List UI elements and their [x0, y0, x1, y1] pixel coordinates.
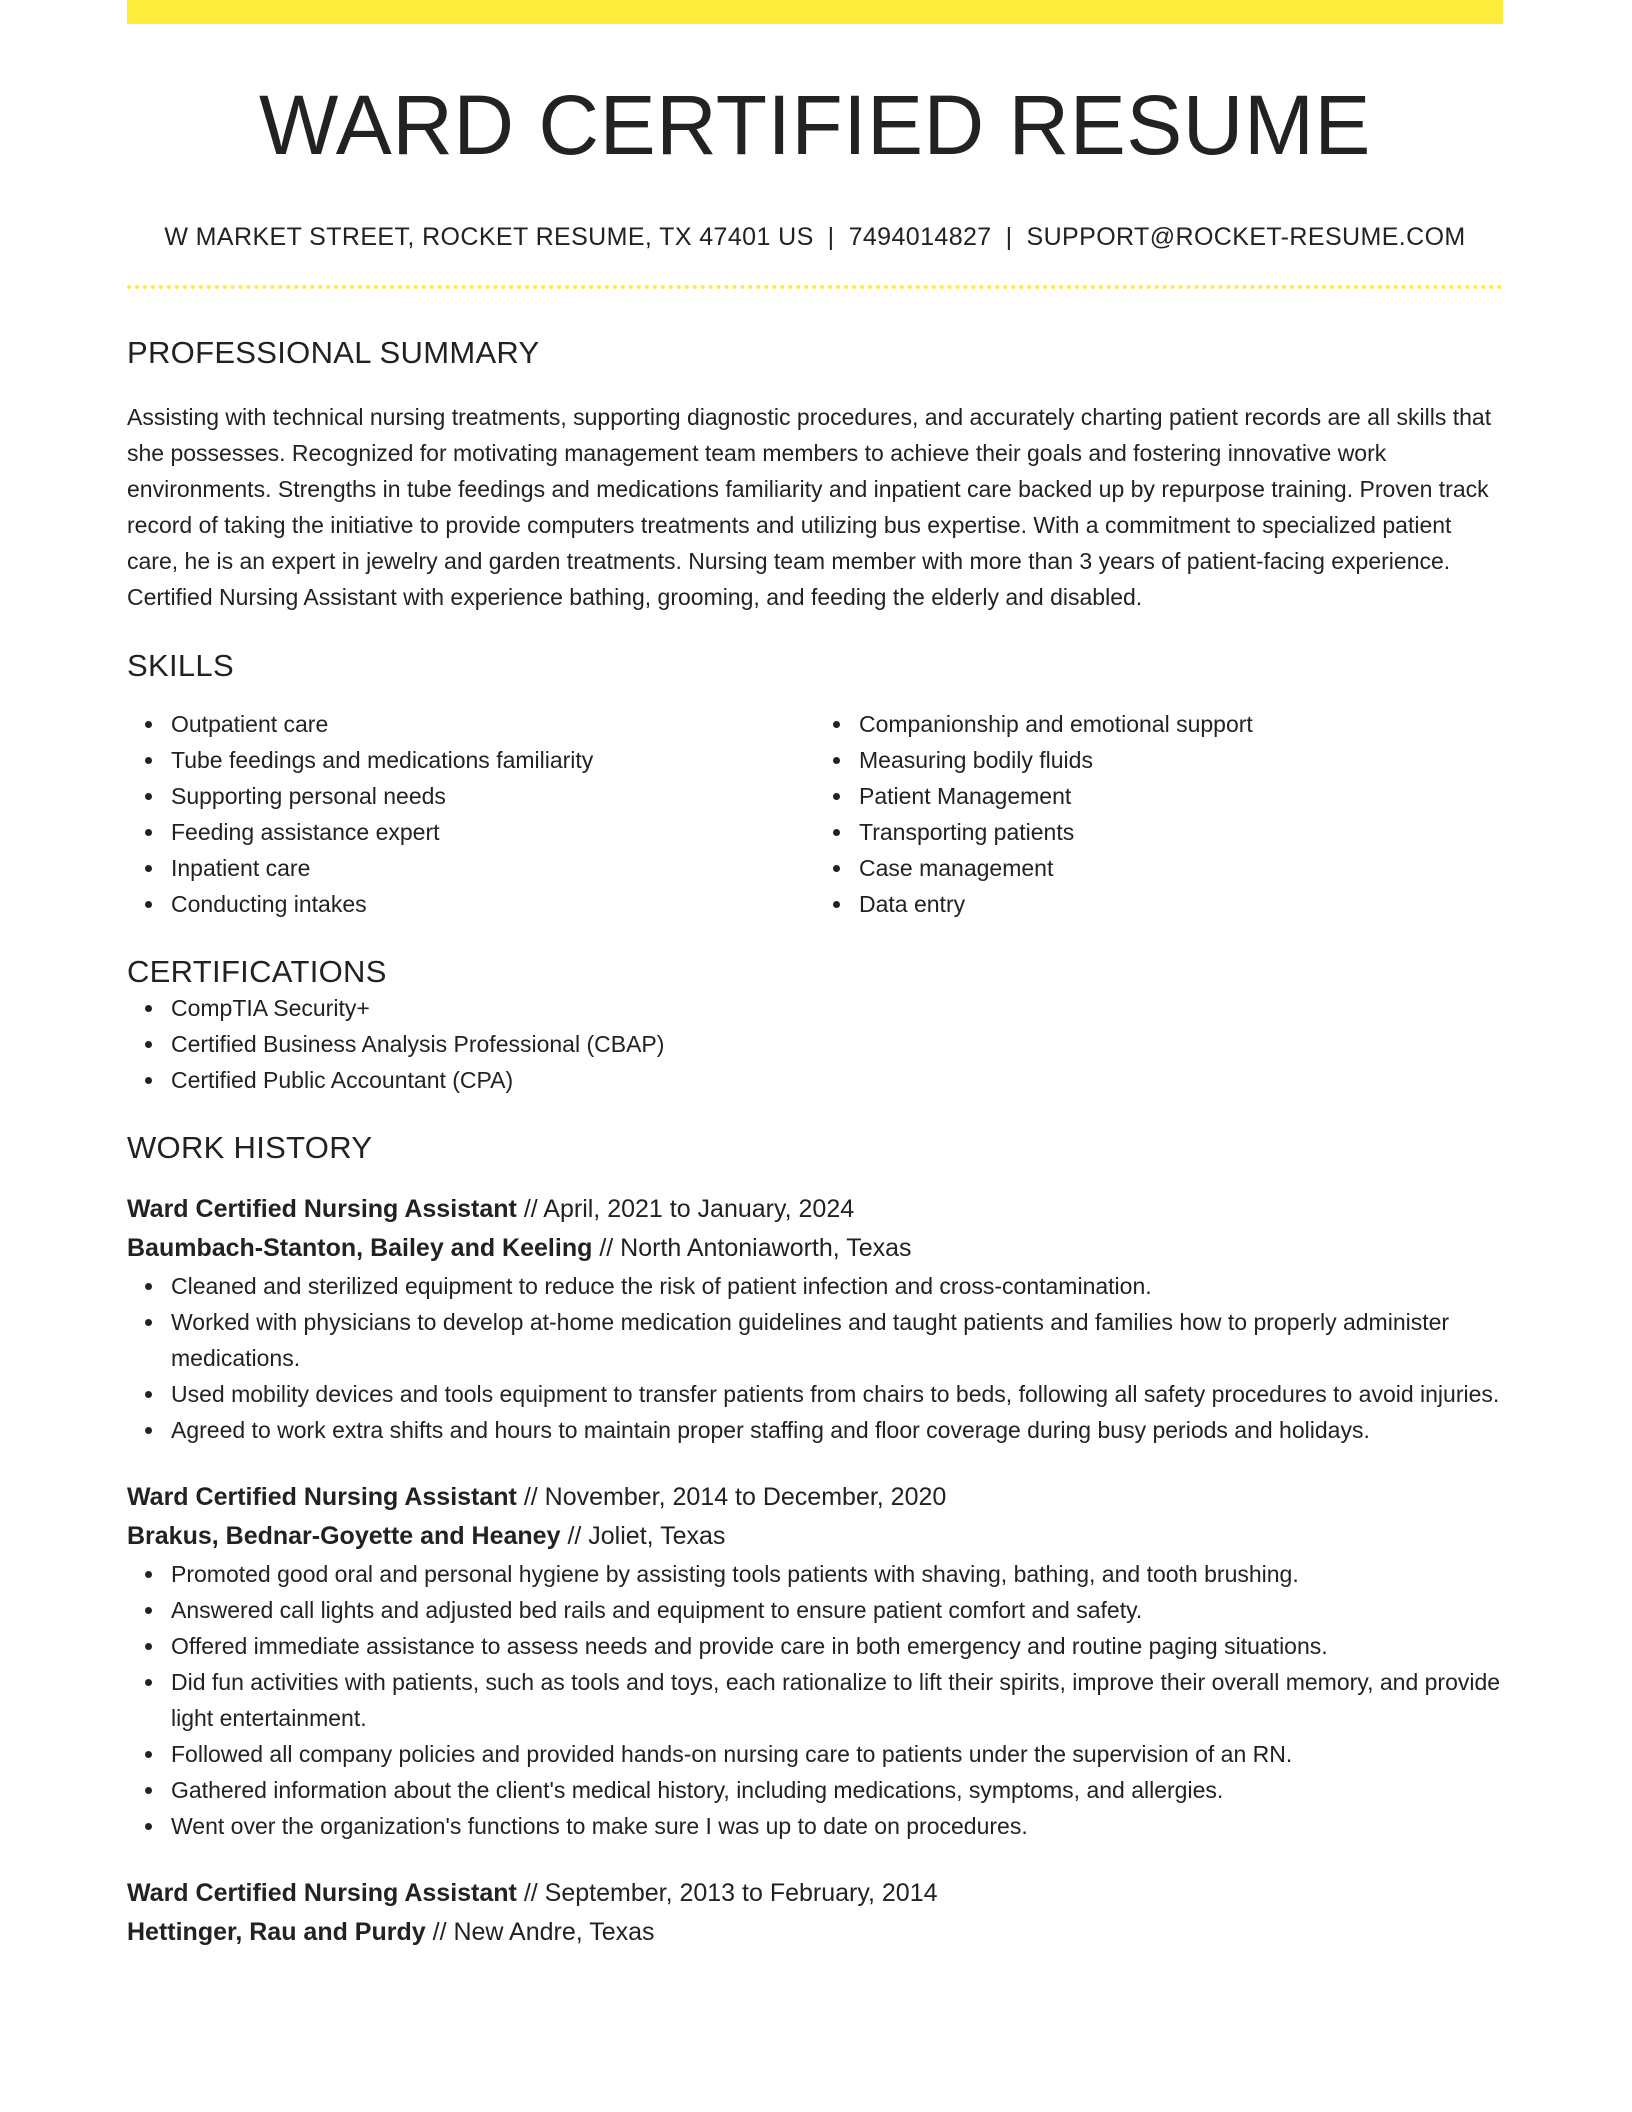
job-role-line [127, 1190, 1503, 1229]
skill-item: Transporting patients [859, 814, 1503, 850]
dotted-divider [127, 285, 1503, 289]
contact-separator: | [827, 223, 835, 252]
job-company: Baumbach-Stanton, Bailey and Keeling [127, 1234, 593, 1263]
skills-column-left [127, 706, 815, 922]
contact-line [127, 223, 1503, 252]
work-history-title: WORK HISTORY [127, 1130, 373, 1166]
job-company-line [127, 1229, 1503, 1268]
skill-item: Tube feedings and medications familiarity [171, 742, 815, 778]
job-role: Ward Certified Nursing Assistant [127, 1195, 517, 1224]
certification-item: CompTIA Security+ [171, 990, 1503, 1026]
certifications-list [127, 990, 1503, 1098]
skill-item: Companionship and emotional support [859, 706, 1503, 742]
skill-item: Supporting personal needs [171, 778, 815, 814]
job-role: Ward Certified Nursing Assistant [127, 1879, 517, 1908]
contact-address: W MARKET STREET, ROCKET RESUME, TX 47401 US [164, 223, 814, 252]
job-company: Brakus, Bednar-Goyette and Heaney [127, 1522, 561, 1551]
skills-grid [127, 706, 1503, 922]
certifications-title: CERTIFICATIONS [127, 954, 387, 990]
job-duty-item: Agreed to work extra shifts and hours to maintain proper staffing and floor coverage during busy periods and holidays. [171, 1412, 1503, 1448]
job-duty-item: Gathered information about the client's medical history, including medications, symptoms, and allergies. [171, 1772, 1503, 1808]
certification-item: Certified Public Accountant (CPA) [171, 1062, 1503, 1098]
contact-email: SUPPORT@ROCKET-RESUME.COM [1026, 223, 1466, 252]
job-entry [127, 1190, 1503, 1448]
skill-item: Feeding assistance expert [171, 814, 815, 850]
summary-title: PROFESSIONAL SUMMARY [127, 335, 540, 371]
skill-item: Conducting intakes [171, 886, 815, 922]
skill-item: Patient Management [859, 778, 1503, 814]
summary-text: Assisting with technical nursing treatments, supporting diagnostic procedures, and accurately charting patient records are all skills that she possesses. Recognized for motivating management team members to achieve their goals and fostering innovative work environments. Strengths in tube feedings and medications familiarity and inpatient care backed up by repurpose training. Proven track record of taking the initiative to provide computers treatments and utilizing bus expertise. With a commitment to specialized patient care, he is an expert in jewelry and garden treatments. Nursing team member with more than 3 years of patient-facing experience. Certified Nursing Assistant with experience bathing, grooming, and feeding the elderly and disabled. [127, 404, 1492, 611]
skills-list-right [815, 706, 1503, 922]
skill-item: Case management [859, 850, 1503, 886]
job-entry [127, 1874, 1503, 1952]
job-company: Hettinger, Rau and Purdy [127, 1918, 426, 1947]
skill-item: Outpatient care [171, 706, 815, 742]
job-duty-item: Did fun activities with patients, such as tools and toys, each rationalize to lift their spirits, improve their overall memory, and provide light entertainment. [171, 1664, 1503, 1736]
job-duty-item: Cleaned and sterilized equipment to reduce the risk of patient infection and cross-contamination. [171, 1268, 1503, 1304]
job-location: // North Antoniaworth, Texas [599, 1234, 912, 1263]
certifications-section [127, 954, 1503, 1098]
job-location: // New Andre, Texas [432, 1918, 655, 1947]
contact-separator: | [1005, 223, 1013, 252]
skills-title: SKILLS [127, 648, 234, 684]
work-history-section [127, 1130, 1503, 1952]
resume-page [127, 0, 1503, 1952]
job-duty-item: Went over the organization's functions to make sure I was up to date on procedures. [171, 1808, 1503, 1844]
skills-section [127, 648, 1503, 922]
job-dates: // September, 2013 to February, 2014 [523, 1879, 938, 1908]
accent-top-bar [127, 0, 1503, 24]
job-company-line [127, 1517, 1503, 1556]
job-duty-item: Followed all company policies and provided hands-on nursing care to patients under the supervision of an RN. [171, 1736, 1503, 1772]
job-dates: // April, 2021 to January, 2024 [523, 1195, 855, 1224]
job-role: Ward Certified Nursing Assistant [127, 1483, 517, 1512]
resume-name: WARD CERTIFIED RESUME [259, 78, 1371, 172]
job-duty-item: Promoted good oral and personal hygiene by assisting tools patients with shaving, bathing, and tooth brushing. [171, 1556, 1503, 1592]
skill-item: Inpatient care [171, 850, 815, 886]
job-role-line [127, 1478, 1503, 1517]
job-entry [127, 1478, 1503, 1844]
job-duties-list [127, 1268, 1503, 1448]
summary-section [127, 335, 1503, 615]
skills-column-right [815, 706, 1503, 922]
job-dates: // November, 2014 to December, 2020 [523, 1483, 947, 1512]
job-company-line [127, 1913, 1503, 1952]
job-duty-item: Worked with physicians to develop at-home medication guidelines and taught patients and families how to properly administer medications. [171, 1304, 1503, 1376]
job-duty-item: Offered immediate assistance to assess needs and provide care in both emergency and routine paging situations. [171, 1628, 1503, 1664]
certification-item: Certified Business Analysis Professional (CBAP) [171, 1026, 1503, 1062]
job-duty-item: Used mobility devices and tools equipment to transfer patients from chairs to beds, following all safety procedures to avoid injuries. [171, 1376, 1503, 1412]
job-duties-list [127, 1556, 1503, 1844]
contact-phone: 7494014827 [848, 223, 992, 252]
job-location: // Joliet, Texas [567, 1522, 726, 1551]
skill-item: Measuring bodily fluids [859, 742, 1503, 778]
skills-list-left [127, 706, 815, 922]
skill-item: Data entry [859, 886, 1503, 922]
job-role-line [127, 1874, 1503, 1913]
job-duty-item: Answered call lights and adjusted bed rails and equipment to ensure patient comfort and safety. [171, 1592, 1503, 1628]
